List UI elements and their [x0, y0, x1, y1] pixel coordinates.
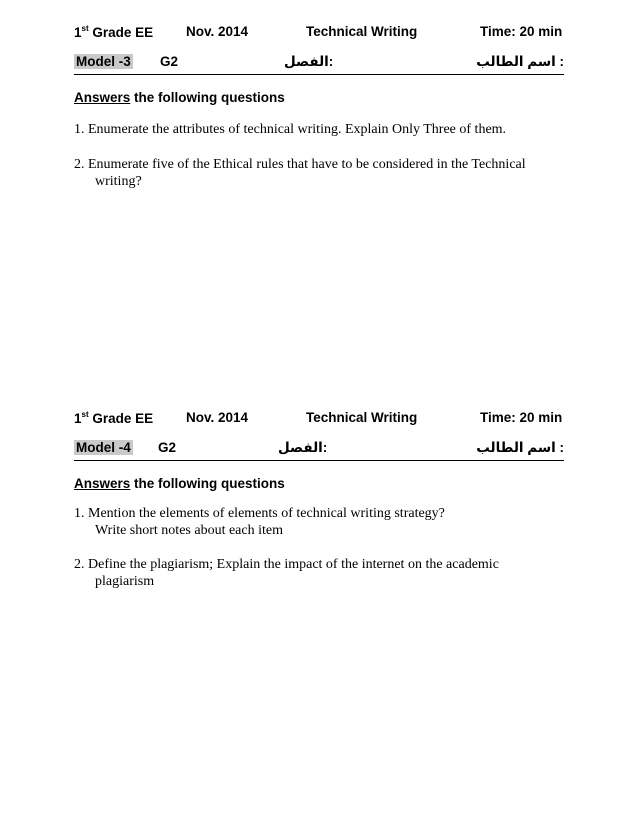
grade-label: [74, 24, 153, 40]
grade-text: Grade EE: [88, 25, 154, 40]
grade-label: [74, 410, 153, 426]
exam-model-4: [74, 410, 564, 590]
grade-text: Grade EE: [88, 411, 154, 426]
student-info-row: [74, 438, 564, 461]
model-label: Model -3: [76, 54, 131, 69]
exam-date: Nov. 2014: [186, 24, 249, 39]
exam-time: Time: 20 min: [480, 24, 563, 39]
course-title: Technical Writing: [306, 24, 418, 39]
exam-header: [74, 24, 564, 44]
question-1-line-1: 1. Mention the elements of elements of technical writing strategy?: [74, 506, 445, 521]
instructions: [74, 476, 564, 491]
exam-model-3: [74, 24, 564, 190]
student-name-label: : اسم الطالب: [476, 54, 564, 69]
instruction-text: the following questions: [130, 90, 285, 105]
exam-header: [74, 410, 564, 430]
course-title: Technical Writing: [306, 410, 418, 425]
instructions: [74, 90, 564, 105]
instruction-emphasis: Answers: [74, 476, 131, 491]
question-1: [74, 505, 564, 539]
question-1-line-2: Write short notes about each item: [95, 523, 283, 538]
exam-date: Nov. 2014: [186, 410, 249, 425]
question-1: 1. Enumerate the attributes of technical writing. Explain Only Three of them.: [74, 122, 507, 137]
question-2-line-2: writing?: [95, 174, 142, 189]
question-2: [74, 556, 564, 590]
student-info-row: [74, 52, 564, 75]
grade-ordinal: st: [81, 24, 89, 33]
group-label: G2: [158, 440, 177, 455]
student-name-label: : اسم الطالب: [476, 440, 564, 455]
class-field-label: :الفصل: [278, 440, 328, 455]
grade-number: 1: [74, 25, 82, 40]
question-2-line-2: plagiarism: [95, 574, 155, 589]
question-2: [74, 156, 564, 190]
model-label: Model -4: [76, 440, 131, 455]
grade-number: 1: [74, 411, 82, 426]
question-2-line-1: 2. Enumerate five of the Ethical rules that have to be considered in the Technical: [74, 157, 526, 172]
question-2-line-1: 2. Define the plagiarism; Explain the impact of the internet on the academic: [74, 557, 499, 572]
grade-ordinal: st: [81, 410, 89, 419]
instruction-text: the following questions: [130, 476, 285, 491]
instruction-emphasis: Answers: [74, 90, 131, 105]
group-label: G2: [160, 54, 179, 69]
exam-time: Time: 20 min: [480, 410, 563, 425]
class-field-label: :الفصل: [284, 54, 334, 69]
